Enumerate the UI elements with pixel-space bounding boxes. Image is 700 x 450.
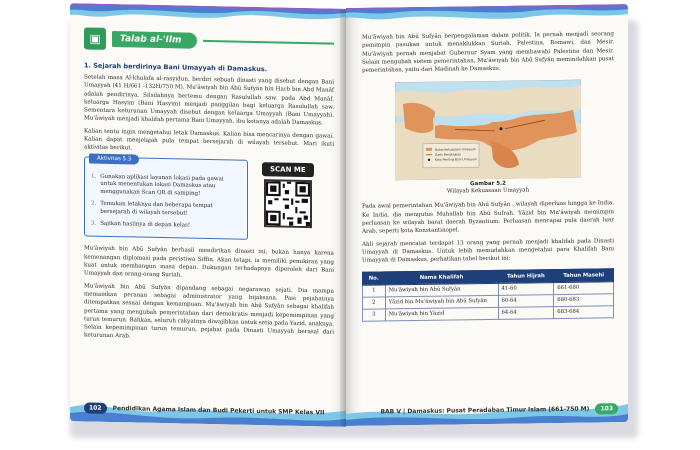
- activity-item-number: 3.: [91, 220, 97, 227]
- book-icon: ▣: [84, 27, 106, 49]
- left-paragraph-2: Kalian tentu ingin mengetahui letak Damaskus. Kalian bisa mencarinya dengan gawai. Kalian dapat menjelajah pula tempat bersejarah di wilayah tersebut. Mari ikuti aktivitas berikut.: [84, 128, 334, 152]
- top-wave-decoration: [70, 3, 346, 31]
- table-cell: Mu'āwiyah bin Yāzid: [385, 307, 498, 321]
- table-cell: 1: [363, 284, 386, 296]
- table-cell: 60-64: [498, 294, 554, 307]
- left-page: [70, 3, 346, 427]
- table-cell: Mu'āwiyah bin Abū Sufyān: [385, 283, 498, 297]
- open-book: [62, 6, 636, 436]
- activity-item-text: Sajikan hasilnya di depan kelas!: [100, 220, 191, 229]
- top-wave-decoration: [346, 4, 628, 30]
- right-paragraph-2: Pada awal pemerintahan Mu'āwiyah bin Abū Sufyān , wilayah diperluas hingga ke India. Ke India, dia mengutus Muhallab bin Abū Sufrah. Yāzid bin Mu'āwiyah memimpin perluasan ke wilayah barat daerah Byzantium. Perluasan mencapai pula daerah luar Arab, seperti kota Konstantinopel.: [362, 200, 614, 236]
- umayyad-territory-map: [395, 80, 581, 181]
- section-title: 1. Sejarah berdirinya Bani Umayyah di Damaskus.: [84, 61, 268, 74]
- table-header-masehi: Tahun Masehi: [554, 268, 614, 282]
- activity-box: [84, 156, 248, 240]
- table-header-nama: Nama Khalifah: [385, 270, 498, 285]
- table-header-no: No.: [363, 271, 386, 284]
- activity-item: [91, 220, 241, 231]
- page-number-left: 102: [84, 402, 107, 413]
- left-paragraph-1: Setelah masa Al-khulafa al-rasyidun, berdiri sebuah dinasti yang disebut dengan Bani Umayyah (41 H/661 -132H/750 M). Mu'āwiyah bin Abū Sufyān bin Harb bin Abd Manāf adalah pendirinya. Silsilahnya bertemu dengan Rasulullah saw. pada Abd Manāf. keluarga Hasyim (Bani Hasyim) menjadi panggilan bagi keluarga Rasulullah saw. Sementara keturunan Umayyah disebut dengan keluarga Umayyah (Bani Umayyah). Mu'āwiyah menjadi khalifah pertama Bani Umayyah. ibu kotanya adalah Damaskus.: [84, 74, 334, 127]
- caption-text: Wilayah Kekuasaan Umayyah: [446, 187, 530, 196]
- map-caption: [362, 180, 614, 198]
- activity-item: [91, 173, 241, 200]
- right-footer-text: BAB V | Damaskus: Pusat Peradaban Timur Islam (661-750 M): [380, 405, 590, 416]
- left-content: [84, 27, 334, 349]
- table-cell: 64-64: [498, 306, 554, 319]
- right-paragraph-1: Mu'āwiyah bin Abū Sufyān berpengalaman dalam politik. Ia pernah menjadi seorang pemimpin pasukan untuk menaklukkan Suriah, Palestina, Romawi, dan Mesir. Mu'āwiyah pernah menjabat Gubernur Syam yang membawahi Palestina dan Mesir. Selain mengubah sistem pemerintahan, Mu'āwiyah bin Abū Sufyān memindahkan pusat pemerintahan, yaitu dari Madinah ke Damaskus.: [362, 31, 614, 74]
- legend-city: Kota Penting Bani Umayyah: [435, 157, 477, 163]
- left-paragraph-3: Mu'āwiyah bin Abū Sufyān berhasil mendirikan dinasti ini, bukan hanya karena kemenangan diplomasi pada peristiwa Siffin. Akan tetapi, ia memiliki pemikiran yang kuat untuk membangun masa depan. Dukungan terhadapnya diperoleh dari Bani Umayyah dan orang-orang Suriah.: [84, 245, 334, 279]
- activity-item-number: 2.: [91, 200, 97, 207]
- activity-tag: Aktivitas 5.3: [89, 153, 139, 164]
- left-paragraph-4: Mu'āwiyah bin Abū Sufyān dipandang sebagai negarawan sejati. Dia mampu memainkan peranan sebagai administrator yang bijaksana. Pasi pejabatnya ditempatkan sesuai dengan kemampuan. Mu'āwiyah bin Abū Sufyān sebagai khalifah pertama yang mengubah pemerintahan dari demokratis menjadi kepemimpinan yang turun temurun. Bahkan, seluruh rakyatnya diwajibkan untuk setia pada Yazid, anaknya. Selain kepemimpinan turun temurun, pejabat pada Dinasti Umayyah berasal dari keturunan Arab.: [84, 283, 334, 340]
- right-content: [362, 30, 614, 321]
- talab-label: Talab al-'Ilm: [112, 31, 197, 49]
- page-number-right: 103: [595, 403, 618, 414]
- table-cell: 661-680: [554, 281, 614, 294]
- table-cell: 680-683: [554, 293, 614, 306]
- table-cell: 2: [363, 296, 386, 308]
- activity-item-text: Temukan letaknya dan beberapa tempat bersejarah di wilayah tersebut!: [100, 200, 213, 217]
- left-footer-text: Pendidikan Agama Islam dan Budi Pekerti untuk SMP Kelas VII: [112, 405, 325, 417]
- scan-me-label: SCAN ME: [262, 162, 314, 177]
- activity-section: [84, 156, 334, 242]
- caption-title: Gambar 5.2: [470, 181, 506, 188]
- activity-item-number: 1.: [91, 173, 97, 180]
- table-cell: Yāzid bin Mu'āwiyah bin Abū Sufyān: [385, 295, 498, 309]
- table-cell: 41-60: [498, 282, 554, 295]
- legend-territory: Batas Kekuasaan Umayyah: [435, 147, 476, 153]
- legend-swatch-territory: [426, 148, 432, 151]
- qr-code-icon[interactable]: [264, 179, 312, 228]
- table-header-hijrah: Tahun Hijrah: [498, 269, 554, 283]
- khalifah-table: [362, 268, 614, 322]
- scan-qr-block: [262, 162, 314, 242]
- activity-item: [91, 201, 241, 220]
- table-cell: 3: [363, 308, 386, 320]
- right-paragraph-3: Ahli sejarah mencatat terdapat 13 orang yang pernah menjadi khalifah pada Dinasti Umayyah di Damaskus. Untuk lebih memudahkan mengetahui para Khalifah Bani Umayyah di Damaskus, perhatikan tabel berikut ini:: [362, 237, 614, 265]
- right-page: [346, 4, 628, 426]
- table-cell: 683-684: [554, 305, 614, 318]
- talab-heading: [84, 27, 334, 54]
- talab-rule: [203, 40, 334, 45]
- activity-item-text: Gunakan aplikasi layanan lokasi pada gawai untuk menentukan lokasi Damaskus atau menggunakan Scan QR di samping!: [100, 173, 224, 198]
- legend-conquest: Garis Penaklukan: [435, 152, 461, 158]
- table-row: [363, 305, 614, 321]
